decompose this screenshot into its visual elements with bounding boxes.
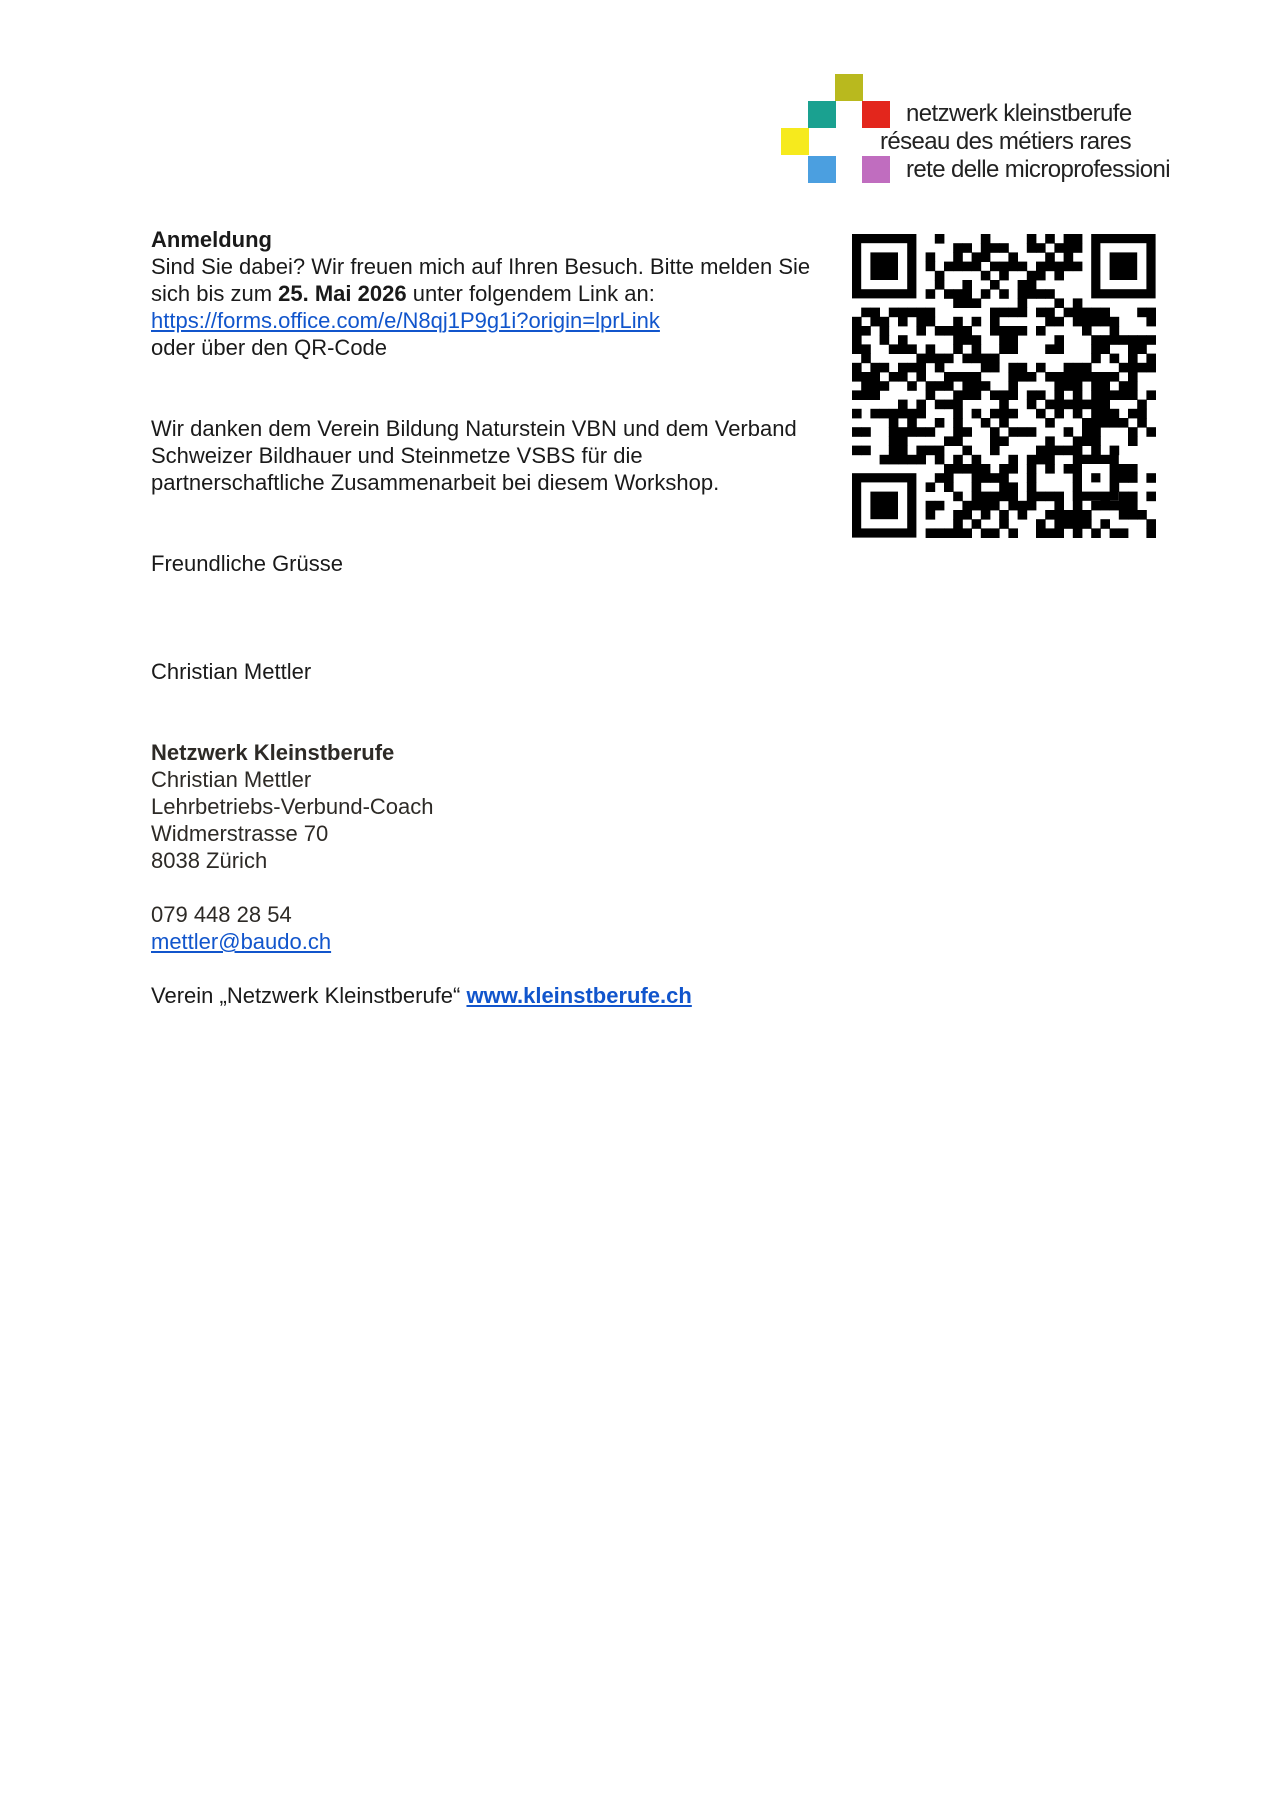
footer-prefix: Verein „Netzwerk Kleinstberufe“ — [151, 983, 467, 1008]
website-link[interactable]: www.kleinstberufe.ch — [466, 983, 692, 1008]
logo-line-fr: réseau des métiers rares — [880, 128, 1132, 155]
signer-name: Christian Mettler — [151, 659, 312, 684]
signature-street: Widmerstrasse 70 — [151, 821, 329, 846]
logo-square-teal — [808, 101, 836, 128]
registration-link[interactable]: https://forms.office.com/e/N8qj1P9g1i?origin=lprLink — [151, 308, 660, 333]
signature-city: 8038 Zürich — [151, 848, 268, 873]
signature-org: Netzwerk Kleinstberufe — [151, 740, 395, 765]
logo-square-blue — [808, 156, 836, 183]
registration-text-start: Sind Sie dabei? Wir freuen mich auf Ihren Besuch. Bitte melden Sie sich bis zum — [151, 254, 811, 306]
signature-role: Lehrbetriebs-Verbund-Coach — [151, 794, 434, 819]
logo — [775, 74, 1175, 189]
letter-body — [151, 226, 831, 1009]
registration-deadline: 25. Mai 2026 — [278, 281, 407, 306]
logo-square-yellow — [781, 128, 809, 155]
logo-wordmark — [880, 100, 1170, 184]
logo-line-it: rete delle microprofessioni — [906, 156, 1170, 183]
logo-line-de: netzwerk kleinstberufe — [906, 100, 1132, 127]
registration-text-end: unter folgendem Link an: — [406, 281, 655, 306]
registration-heading: Anmeldung — [151, 227, 272, 252]
signature-email[interactable]: mettler@baudo.ch — [151, 929, 332, 954]
thanks-paragraph: Wir danken dem Verein Bildung Naturstein VBN und dem Verband Schweizer Bildhauer und Steinmetze VSBS für die partnerschaftliche Zusammenarbeit bei diesem Workshop. — [151, 416, 797, 495]
logo-square-olive — [835, 74, 863, 101]
signature-name: Christian Mettler — [151, 767, 312, 792]
registration-text — [151, 253, 831, 307]
qr-hint: oder über den QR-Code — [151, 335, 388, 360]
greeting: Freundliche Grüsse — [151, 551, 343, 576]
signature-phone: 079 448 28 54 — [151, 902, 292, 927]
qr-code[interactable] — [846, 228, 1166, 543]
footer-line — [151, 982, 831, 1009]
